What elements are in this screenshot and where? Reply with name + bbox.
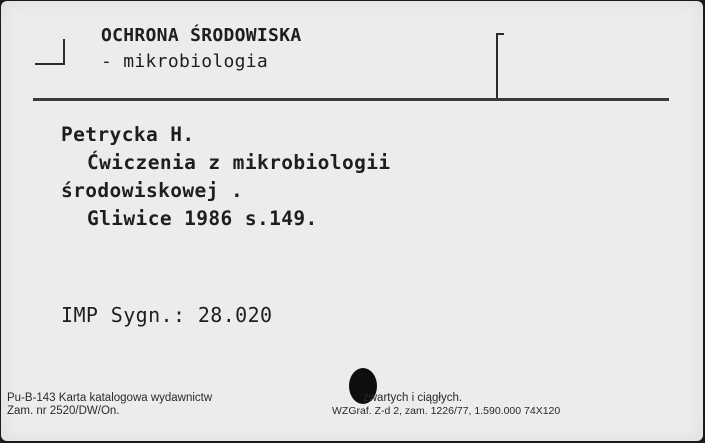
footer-line2-left: Zam. nr 2520/DW/On. [7, 405, 120, 417]
catalog-card [1, 1, 703, 441]
shelf-signature: IMP Sygn.: 28.020 [61, 303, 273, 327]
entry-title-line1: Ćwiczenia z mikrobiologii [87, 151, 391, 174]
entry-title-line2: środowiskowej . [61, 179, 244, 202]
footer-line1-right: zwartych i ciągłych. [363, 392, 463, 404]
header-box-vertical-line [496, 33, 498, 99]
entry-imprint: Gliwice 1986 s.149. [87, 207, 318, 230]
subject-heading: OCHRONA ŚRODOWISKA [101, 25, 302, 46]
header-box-top-tick [496, 33, 504, 35]
footer-line1-left: Pu-B-143 Karta katalogowa wydawnictw [7, 392, 213, 404]
corner-mark-vertical [63, 39, 65, 65]
subject-subdivision: - mikrobiologia [101, 51, 269, 72]
footer-line2-right: WZGraf. Z-d 2, zam. 1226/77, 1.590.000 74X120 [332, 405, 561, 417]
corner-mark-horizontal [35, 63, 65, 65]
header-divider-line [33, 98, 669, 101]
entry-author: Petrycka H. [61, 123, 195, 146]
